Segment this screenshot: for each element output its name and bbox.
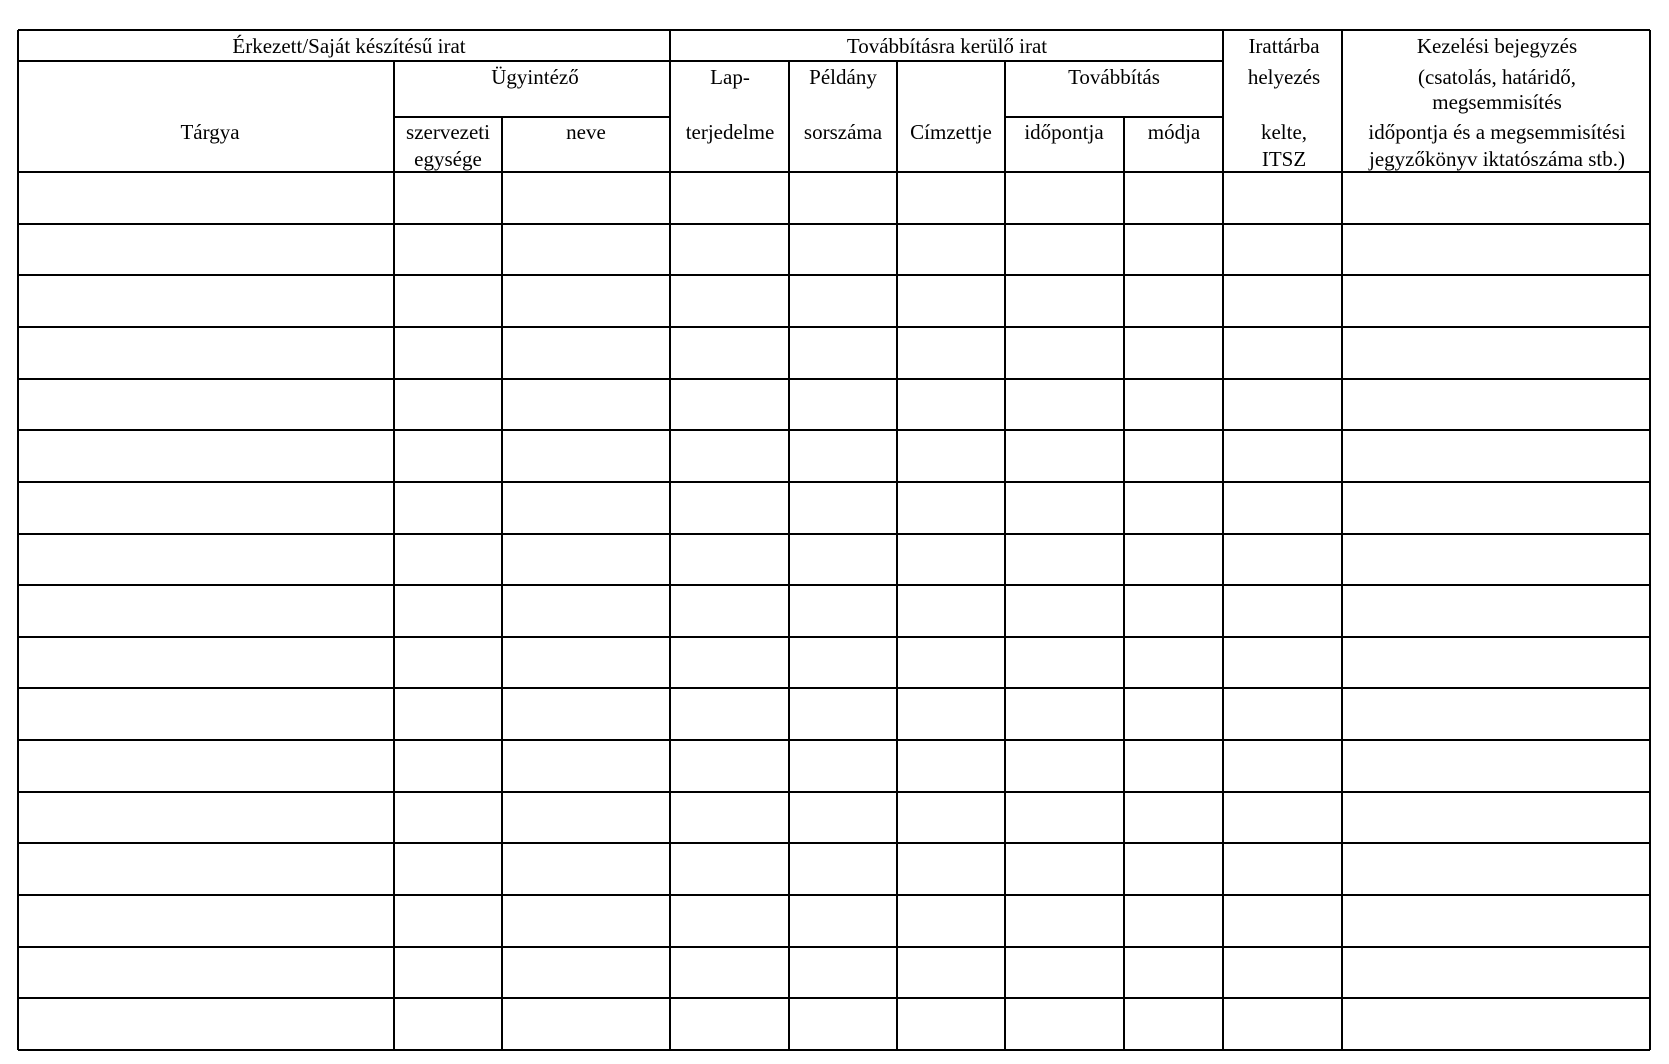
- table-cell: [1223, 534, 1342, 586]
- table-cell: [502, 895, 670, 947]
- table-cell: [897, 740, 1005, 792]
- officer-name-heading: neve: [566, 120, 606, 144]
- table-cell: [1342, 843, 1650, 895]
- table-cell: [789, 688, 897, 740]
- table-cell: [789, 430, 897, 482]
- table-cell: [670, 275, 789, 327]
- handling-heading-line1: Kezelési bejegyzés: [1416, 34, 1578, 58]
- table-cell: [1124, 534, 1223, 586]
- table-cell: [897, 947, 1005, 999]
- forwarding-heading: Továbbítás: [1068, 65, 1160, 89]
- table-cell: [18, 740, 394, 792]
- table-cell: [394, 792, 502, 844]
- table-cell: [1342, 482, 1650, 534]
- table-cell: [1005, 895, 1124, 947]
- table-cell: [897, 534, 1005, 586]
- table-cell: [18, 379, 394, 431]
- table-cell: [18, 430, 394, 482]
- table-cell: [1223, 482, 1342, 534]
- table-cell: [897, 688, 1005, 740]
- table-cell: [897, 637, 1005, 689]
- table-cell: [1124, 688, 1223, 740]
- table-row: [18, 998, 1650, 1050]
- table-cell: [789, 379, 897, 431]
- table-cell: [670, 998, 789, 1050]
- table-cell: [394, 585, 502, 637]
- table-row: [18, 895, 1650, 947]
- table-cell: [1342, 172, 1650, 224]
- handling-heading-line2: (csatolás, határidő,: [1417, 65, 1577, 89]
- table-cell: [1342, 637, 1650, 689]
- table-cell: [1005, 224, 1124, 276]
- archive-heading-line1: Irattárba: [1248, 34, 1320, 58]
- table-cell: [670, 172, 789, 224]
- table-row: [18, 843, 1650, 895]
- table-cell: [394, 895, 502, 947]
- table-cell: [18, 275, 394, 327]
- table-cell: [502, 379, 670, 431]
- table-cell: [394, 224, 502, 276]
- table-cell: [502, 688, 670, 740]
- table-cell: [502, 585, 670, 637]
- table-cell: [897, 172, 1005, 224]
- table-cell: [1223, 327, 1342, 379]
- table-cell: [1124, 224, 1223, 276]
- table-cell: [670, 585, 789, 637]
- table-cell: [1223, 843, 1342, 895]
- table-cell: [18, 843, 394, 895]
- table-cell: [1342, 224, 1650, 276]
- table-cell: [1342, 998, 1650, 1050]
- table-cell: [1005, 430, 1124, 482]
- table-cell: [1342, 275, 1650, 327]
- table-header: [180, 34, 1625, 171]
- table-cell: [1342, 947, 1650, 999]
- table-cell: [1005, 482, 1124, 534]
- table-cell: [1005, 172, 1124, 224]
- table-cell: [1342, 792, 1650, 844]
- table-cell: [897, 585, 1005, 637]
- table-cell: [1223, 430, 1342, 482]
- copy-number-heading-line1: Példány: [809, 65, 877, 89]
- table-cell: [18, 534, 394, 586]
- table-cell: [1005, 275, 1124, 327]
- table-cell: [502, 637, 670, 689]
- handling-heading-line3: megsemmisítés: [1432, 90, 1562, 114]
- table-cell: [394, 688, 502, 740]
- table-cell: [394, 275, 502, 327]
- table-cell: [670, 688, 789, 740]
- table-cell: [18, 482, 394, 534]
- table-cell: [670, 224, 789, 276]
- table-cell: [897, 430, 1005, 482]
- table-cell: [1342, 327, 1650, 379]
- table-cell: [18, 998, 394, 1050]
- table-cell: [502, 224, 670, 276]
- copy-number-heading-line2: sorszáma: [803, 120, 883, 144]
- recipient-heading: Címzettje: [910, 120, 992, 144]
- table-cell: [1223, 740, 1342, 792]
- table-cell: [1124, 585, 1223, 637]
- table-cell: [670, 379, 789, 431]
- table-cell: [897, 275, 1005, 327]
- table-cell: [1223, 895, 1342, 947]
- table-cell: [789, 998, 897, 1050]
- table-cell: [1223, 688, 1342, 740]
- table-cell: [1005, 379, 1124, 431]
- table-cell: [1342, 585, 1650, 637]
- table-cell: [1005, 637, 1124, 689]
- page-count-heading-line2: terjedelme: [685, 120, 775, 144]
- table-cell: [1124, 895, 1223, 947]
- table-cell: [394, 998, 502, 1050]
- table-cell: [18, 895, 394, 947]
- table-row: [18, 172, 1650, 224]
- table-cell: [1124, 947, 1223, 999]
- table-cell: [897, 327, 1005, 379]
- table-cell: [1342, 430, 1650, 482]
- archive-heading-line4: ITSZ: [1261, 147, 1307, 171]
- table-cell: [670, 947, 789, 999]
- table-cell: [1005, 534, 1124, 586]
- table-cell: [394, 430, 502, 482]
- table-cell: [1005, 998, 1124, 1050]
- org-unit-heading-line1: szervezeti: [406, 120, 490, 144]
- table-cell: [18, 637, 394, 689]
- table-cell: [18, 688, 394, 740]
- table-cell: [789, 637, 897, 689]
- table-row: [18, 224, 1650, 276]
- table-row: [18, 327, 1650, 379]
- table-cell: [1342, 534, 1650, 586]
- table-cell: [1223, 998, 1342, 1050]
- table-cell: [670, 430, 789, 482]
- table-cell: [18, 947, 394, 999]
- table-cell: [1223, 379, 1342, 431]
- table-cell: [789, 327, 897, 379]
- table-cell: [897, 843, 1005, 895]
- table-cell: [502, 740, 670, 792]
- table-cell: [1223, 275, 1342, 327]
- table-cell: [670, 637, 789, 689]
- forward-time-heading: időpontja: [1024, 120, 1104, 144]
- table-row: [18, 482, 1650, 534]
- table-row: [18, 430, 1650, 482]
- table-cell: [18, 585, 394, 637]
- table-cell: [1124, 172, 1223, 224]
- table-cell: [18, 327, 394, 379]
- group-forward-heading: Továbbításra kerülő irat: [846, 34, 1048, 58]
- org-unit-heading-line2: egysége: [414, 147, 482, 171]
- table-cell: [789, 275, 897, 327]
- table-cell: [502, 792, 670, 844]
- table-cell: [789, 895, 897, 947]
- table-cell: [897, 792, 1005, 844]
- table-cell: [789, 585, 897, 637]
- table-cell: [1223, 792, 1342, 844]
- table-cell: [670, 895, 789, 947]
- table-body: [18, 172, 1650, 1050]
- table-cell: [394, 637, 502, 689]
- table-cell: [1223, 585, 1342, 637]
- table-cell: [1124, 740, 1223, 792]
- archive-heading-line2: helyezés: [1247, 65, 1321, 89]
- table-cell: [502, 430, 670, 482]
- table-cell: [1124, 430, 1223, 482]
- table-cell: [789, 534, 897, 586]
- table-row: [18, 792, 1650, 844]
- table-cell: [1223, 224, 1342, 276]
- table-row: [18, 379, 1650, 431]
- table-cell: [1223, 947, 1342, 999]
- table-cell: [18, 172, 394, 224]
- table-cell: [789, 947, 897, 999]
- table-cell: [502, 998, 670, 1050]
- table-cell: [1342, 740, 1650, 792]
- table-cell: [1005, 740, 1124, 792]
- table-cell: [394, 534, 502, 586]
- table-cell: [394, 740, 502, 792]
- table-cell: [1005, 947, 1124, 999]
- table-cell: [1124, 637, 1223, 689]
- table-cell: [394, 379, 502, 431]
- table-cell: [789, 740, 897, 792]
- table-cell: [1124, 843, 1223, 895]
- table-cell: [502, 327, 670, 379]
- table-cell: [394, 327, 502, 379]
- table-cell: [670, 482, 789, 534]
- table-cell: [394, 172, 502, 224]
- table-cell: [394, 482, 502, 534]
- table-cell: [502, 843, 670, 895]
- table-cell: [670, 792, 789, 844]
- table-row: [18, 585, 1650, 637]
- table-cell: [1005, 688, 1124, 740]
- table-cell: [789, 224, 897, 276]
- table-cell: [1223, 637, 1342, 689]
- table-row: [18, 534, 1650, 586]
- table-cell: [502, 534, 670, 586]
- table-cell: [897, 895, 1005, 947]
- archive-heading-line3: kelte,: [1260, 120, 1308, 144]
- table-cell: [502, 947, 670, 999]
- handling-heading-line4: időpontja és a megsemmisítési: [1368, 120, 1626, 144]
- table-cell: [789, 482, 897, 534]
- table-cell: [502, 275, 670, 327]
- table-cell: [1342, 379, 1650, 431]
- table-row: [18, 637, 1650, 689]
- table-cell: [1005, 585, 1124, 637]
- table-cell: [897, 998, 1005, 1050]
- table-cell: [1342, 688, 1650, 740]
- table-cell: [1124, 379, 1223, 431]
- case-officer-heading: Ügyintéző: [491, 65, 579, 89]
- table-cell: [394, 843, 502, 895]
- table-cell: [394, 947, 502, 999]
- table-cell: [1005, 843, 1124, 895]
- table-cell: [897, 379, 1005, 431]
- table-cell: [670, 740, 789, 792]
- table-cell: [670, 534, 789, 586]
- table-cell: [670, 327, 789, 379]
- group-received-heading: Érkezett/Saját készítésű irat: [232, 34, 466, 58]
- table-cell: [502, 172, 670, 224]
- table-cell: [18, 792, 394, 844]
- table-row: [18, 275, 1650, 327]
- table-cell: [670, 843, 789, 895]
- table-cell: [18, 224, 394, 276]
- table-cell: [789, 172, 897, 224]
- handling-heading-line5: jegyzőkönyv iktatószáma stb.): [1368, 147, 1626, 171]
- table-cell: [1124, 275, 1223, 327]
- page-count-heading-line1: Lap-: [710, 65, 750, 89]
- table-cell: [789, 843, 897, 895]
- table-cell: [1223, 172, 1342, 224]
- table-cell: [1005, 327, 1124, 379]
- table-cell: [1124, 792, 1223, 844]
- table-row: [18, 947, 1650, 999]
- table-row: [18, 688, 1650, 740]
- forward-method-heading: módja: [1147, 120, 1201, 144]
- table-cell: [1124, 998, 1223, 1050]
- table-cell: [1005, 792, 1124, 844]
- table-cell: [1124, 327, 1223, 379]
- table-cell: [897, 482, 1005, 534]
- subject-heading: Tárgya: [180, 120, 240, 144]
- table-cell: [1124, 482, 1223, 534]
- table-cell: [502, 482, 670, 534]
- table-cell: [1342, 895, 1650, 947]
- table-row: [18, 740, 1650, 792]
- table-cell: [789, 792, 897, 844]
- table-cell: [897, 224, 1005, 276]
